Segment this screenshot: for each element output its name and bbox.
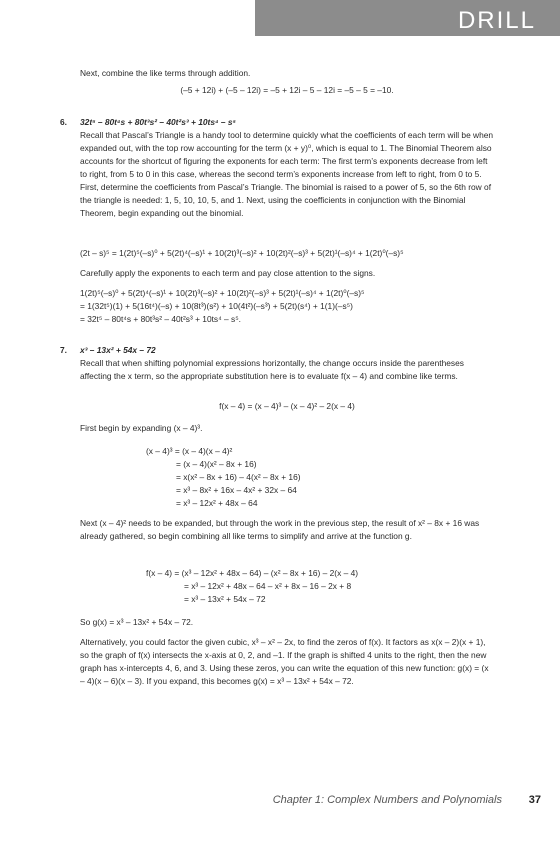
problem-6 (60, 116, 494, 220)
intro-text: Next, combine the like terms through addition. (80, 68, 251, 78)
combine-line: f(x – 4) = (x³ – 12x² + 48x – 64) – (x² – 8x + 16) – 2(x – 4) (146, 568, 359, 578)
combine-block (146, 567, 358, 606)
problem-6-work (80, 287, 494, 326)
problem-7-substitution: f(x – 4) = (x – 4)³ – (x – 4)² – 2(x – 4) (219, 401, 355, 411)
expand-line: = x(x² – 8x + 16) – 4(x² – 8x + 16) (176, 472, 301, 482)
problem-6-number: 6. (60, 117, 67, 127)
problem-7-next-step: Next (x – 4)² needs to be expanded, but through the work in the previous step, the result of x² – 8x + 16 was already gathered, so begin combining all like terms to simplify and arrive at the function g. (80, 518, 480, 541)
combine-line: = x³ – 13x² + 54x – 72 (184, 594, 266, 604)
problem-7-explanation: Recall that when shifting polynomial expressions horizontally, the change occurs inside the parentheses affecting the x term, so the appropriate substitution here is to evaluate f(x – 4) and combine like terms. (80, 358, 464, 381)
expand-block (146, 445, 301, 510)
expand-line: (x – 4)³ = (x – 4)(x – 4)² (146, 446, 233, 456)
drill-tab-label: DRILL (457, 7, 536, 34)
problem-7-result: So g(x) = x³ – 13x² + 54x – 72. (80, 617, 194, 627)
problem-6-instruction: Carefully apply the exponents to each term and pay close attention to the signs. (80, 268, 376, 278)
problem-7-step-intro: First begin by expanding (x – 4)³. (80, 423, 203, 433)
intro-equation: (–5 + 12i) + (–5 – 12i) = –5 + 12i – 5 – 12i = –5 – 5 = –10. (180, 85, 394, 95)
p6-work-line: = 32t⁵ – 80t⁴s + 80t³s² – 40t²s³ + 10ts⁴ – s⁵. (80, 314, 242, 324)
expand-line: = x³ – 12x² + 48x – 64 (176, 498, 258, 508)
problem-6-explanation: Recall that Pascal’s Triangle is a handy tool to determine quickly what the coefficients of each term will be when expanded out, with the top row accounting for the term (x + y)⁰, which is equal to 1. The Binomial Theorem also accounts for the shortcut of figuring the exponents for each term: The first term’s exponents decrease from left to right, from 5 to 0 in this case, whereas the second term’s exponents increase from left to right, from 0 to 5. First, determine the coefficients from Pascal’s Triangle. The binomial is raised to a power of 5, so the 6th row of the triangle is needed: 1, 5, 10, 10, 5, and 1. Next, using the coefficients in conjunction with the Binomial Theorem, begin expanding out the binomial. (80, 130, 494, 218)
problem-6-expansion: (2t – s)⁵ = 1(2t)⁵(–s)⁰ + 5(2t)⁴(–s)¹ + 10(2t)³(–s)² + 10(2t)²(–s)³ + 5(2t)¹(–s)⁴ + 1(2t)⁰(–s)⁵ (80, 248, 404, 258)
problem-6-answer: 32t⁵ – 80t⁴s + 80t³s² – 40t²s³ + 10ts⁴ – s⁵ (80, 117, 236, 127)
p6-work-line: 1(2t)⁵(–s)⁰ + 5(2t)⁴(–s)¹ + 10(2t)³(–s)² + 10(2t)²(–s)³ + 5(2t)¹(–s)⁴ + 1(2t)⁰(–s)⁵ (80, 288, 365, 298)
problem-7-answer: x³ – 13x² + 54x – 72 (80, 345, 156, 355)
expand-line: = (x – 4)(x² – 8x + 16) (176, 459, 257, 469)
page-number: 37 (528, 794, 541, 806)
combine-line: = x³ – 12x² + 48x – 64 – x² + 8x – 16 – 2x + 8 (184, 581, 352, 591)
expand-line: = x³ – 8x² + 16x – 4x² + 32x – 64 (176, 485, 297, 495)
p6-work-line: = 1(32t⁵)(1) + 5(16t⁴)(–s) + 10(8t³)(s²) + 10(4t²)(–s³) + 5(2t)(s⁴) + 1(1)(–s⁵) (80, 301, 353, 311)
chapter-title: Chapter 1: Complex Numbers and Polynomials (272, 794, 502, 806)
drill-section-tab (255, 0, 560, 36)
problem-7-alternative: Alternatively, you could factor the given cubic, x³ – x² – 2x, to find the zeros of f(x). It factors as x(x – 2)(x + 1), so the graph of f(x) intersects the x-axis at 0, 2, and –1. If the graph is shifted 4 units to the right, then the new graph has x-intercepts 4, 6, and 3. Using these zeros, you can write the equation of this new function: g(x) = (x – 4)(x – 6)(x – 3). If you expand, this becomes g(x) = x³ – 13x² + 54x – 72. (80, 637, 489, 686)
problem-7 (60, 344, 494, 383)
problem-7-number: 7. (60, 345, 67, 355)
